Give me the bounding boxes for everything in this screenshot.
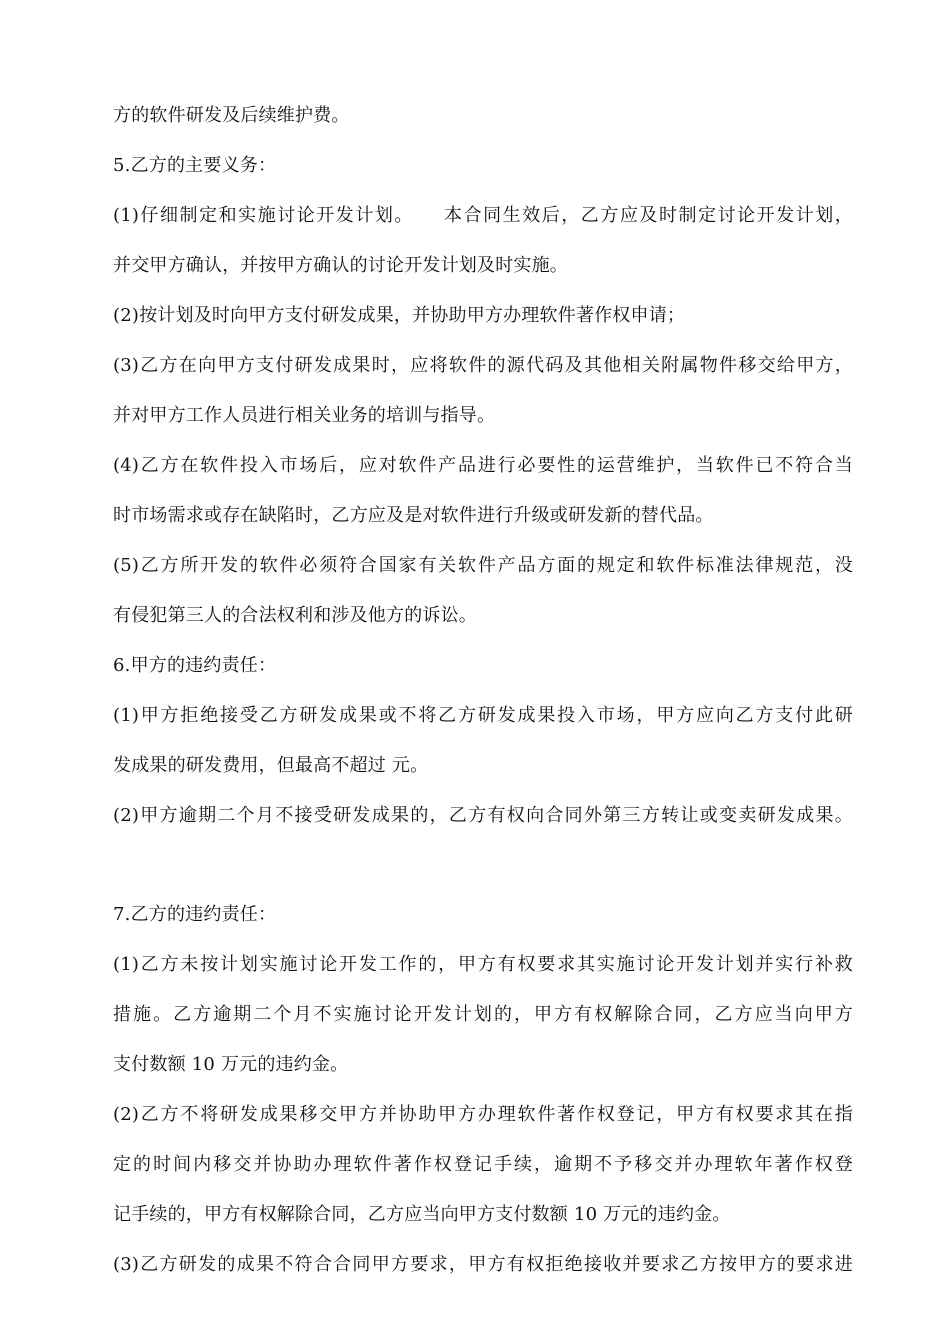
text-line-20: (2)乙方不将研发成果移交甲方并协助甲方办理软件著作权登记，甲方有权要求其在指 — [113, 1104, 853, 1125]
text-line-1: 方的软件研发及后续维护费。 — [113, 105, 350, 126]
text-line-7: 并对甲方工作人员进行相关业务的培训与指导。 — [113, 405, 496, 426]
text-line-21: 定的时间内移交并协助办理软件著作权登记手续，逾期不予移交并办理软年著作权登 — [113, 1154, 853, 1175]
text-line-23: (3)乙方研发的成果不符合合同甲方要求，甲方有权拒绝接收并要求乙方按甲方的要求进 — [113, 1254, 853, 1275]
text-line-3: (1)仔细制定和实施讨论开发计划。 本合同生效后，乙方应及时制定讨论开发计划， — [113, 205, 853, 226]
section-heading-5: 5.乙方的主要义务： — [113, 155, 277, 176]
text-line-13: (1)甲方拒绝接受乙方研发成果或不将乙方研发成果投入市场，甲方应向乙方支付此研 — [113, 705, 853, 726]
text-line-19: 支付数额 10 万元的违约金。 — [113, 1054, 349, 1075]
text-line-15: (2)甲方逾期二个月不接受研发成果的，乙方有权向合同外第三方转让或变卖研发成果。 — [113, 805, 853, 826]
text-line-22: 记手续的，甲方有权解除合同，乙方应当向甲方支付数额 10 万元的违约金。 — [113, 1204, 731, 1225]
text-line-17: (1)乙方未按计划实施讨论开发工作的，甲方有权要求其实施讨论开发计划并实行补救 — [113, 954, 853, 975]
text-line-9: 时市场需求或存在缺陷时，乙方应及是对软件进行升级或研发新的替代品。 — [113, 505, 714, 526]
text-line-18: 措施。乙方逾期二个月不实施讨论开发计划的，甲方有权解除合同，乙方应当向甲方 — [113, 1004, 853, 1025]
text-line-11: 有侵犯第三人的合法权利和涉及他方的诉讼。 — [113, 605, 477, 626]
text-line-10: (5)乙方所开发的软件必须符合国家有关软件产品方面的规定和软件标准法律规范，没 — [113, 555, 853, 576]
section-heading-6: 6.甲方的违约责任： — [113, 655, 277, 676]
text-line-4: 并交甲方确认，并按甲方确认的讨论开发计划及时实施。 — [113, 255, 568, 276]
text-line-8: (4)乙方在软件投入市场后，应对软件产品进行必要性的运营维护，当软件已不符合当 — [113, 455, 853, 476]
text-line-5: (2)按计划及时向甲方支付研发成果，并协助甲方办理软件著作权申请； — [113, 305, 686, 326]
section-heading-7: 7.乙方的违约责任： — [113, 904, 277, 925]
text-line-6: (3)乙方在向甲方支付研发成果时，应将软件的源代码及其他相关附属物件移交给甲方， — [113, 355, 853, 376]
text-line-14: 发成果的研发费用，但最高不超过 元。 — [113, 755, 429, 776]
